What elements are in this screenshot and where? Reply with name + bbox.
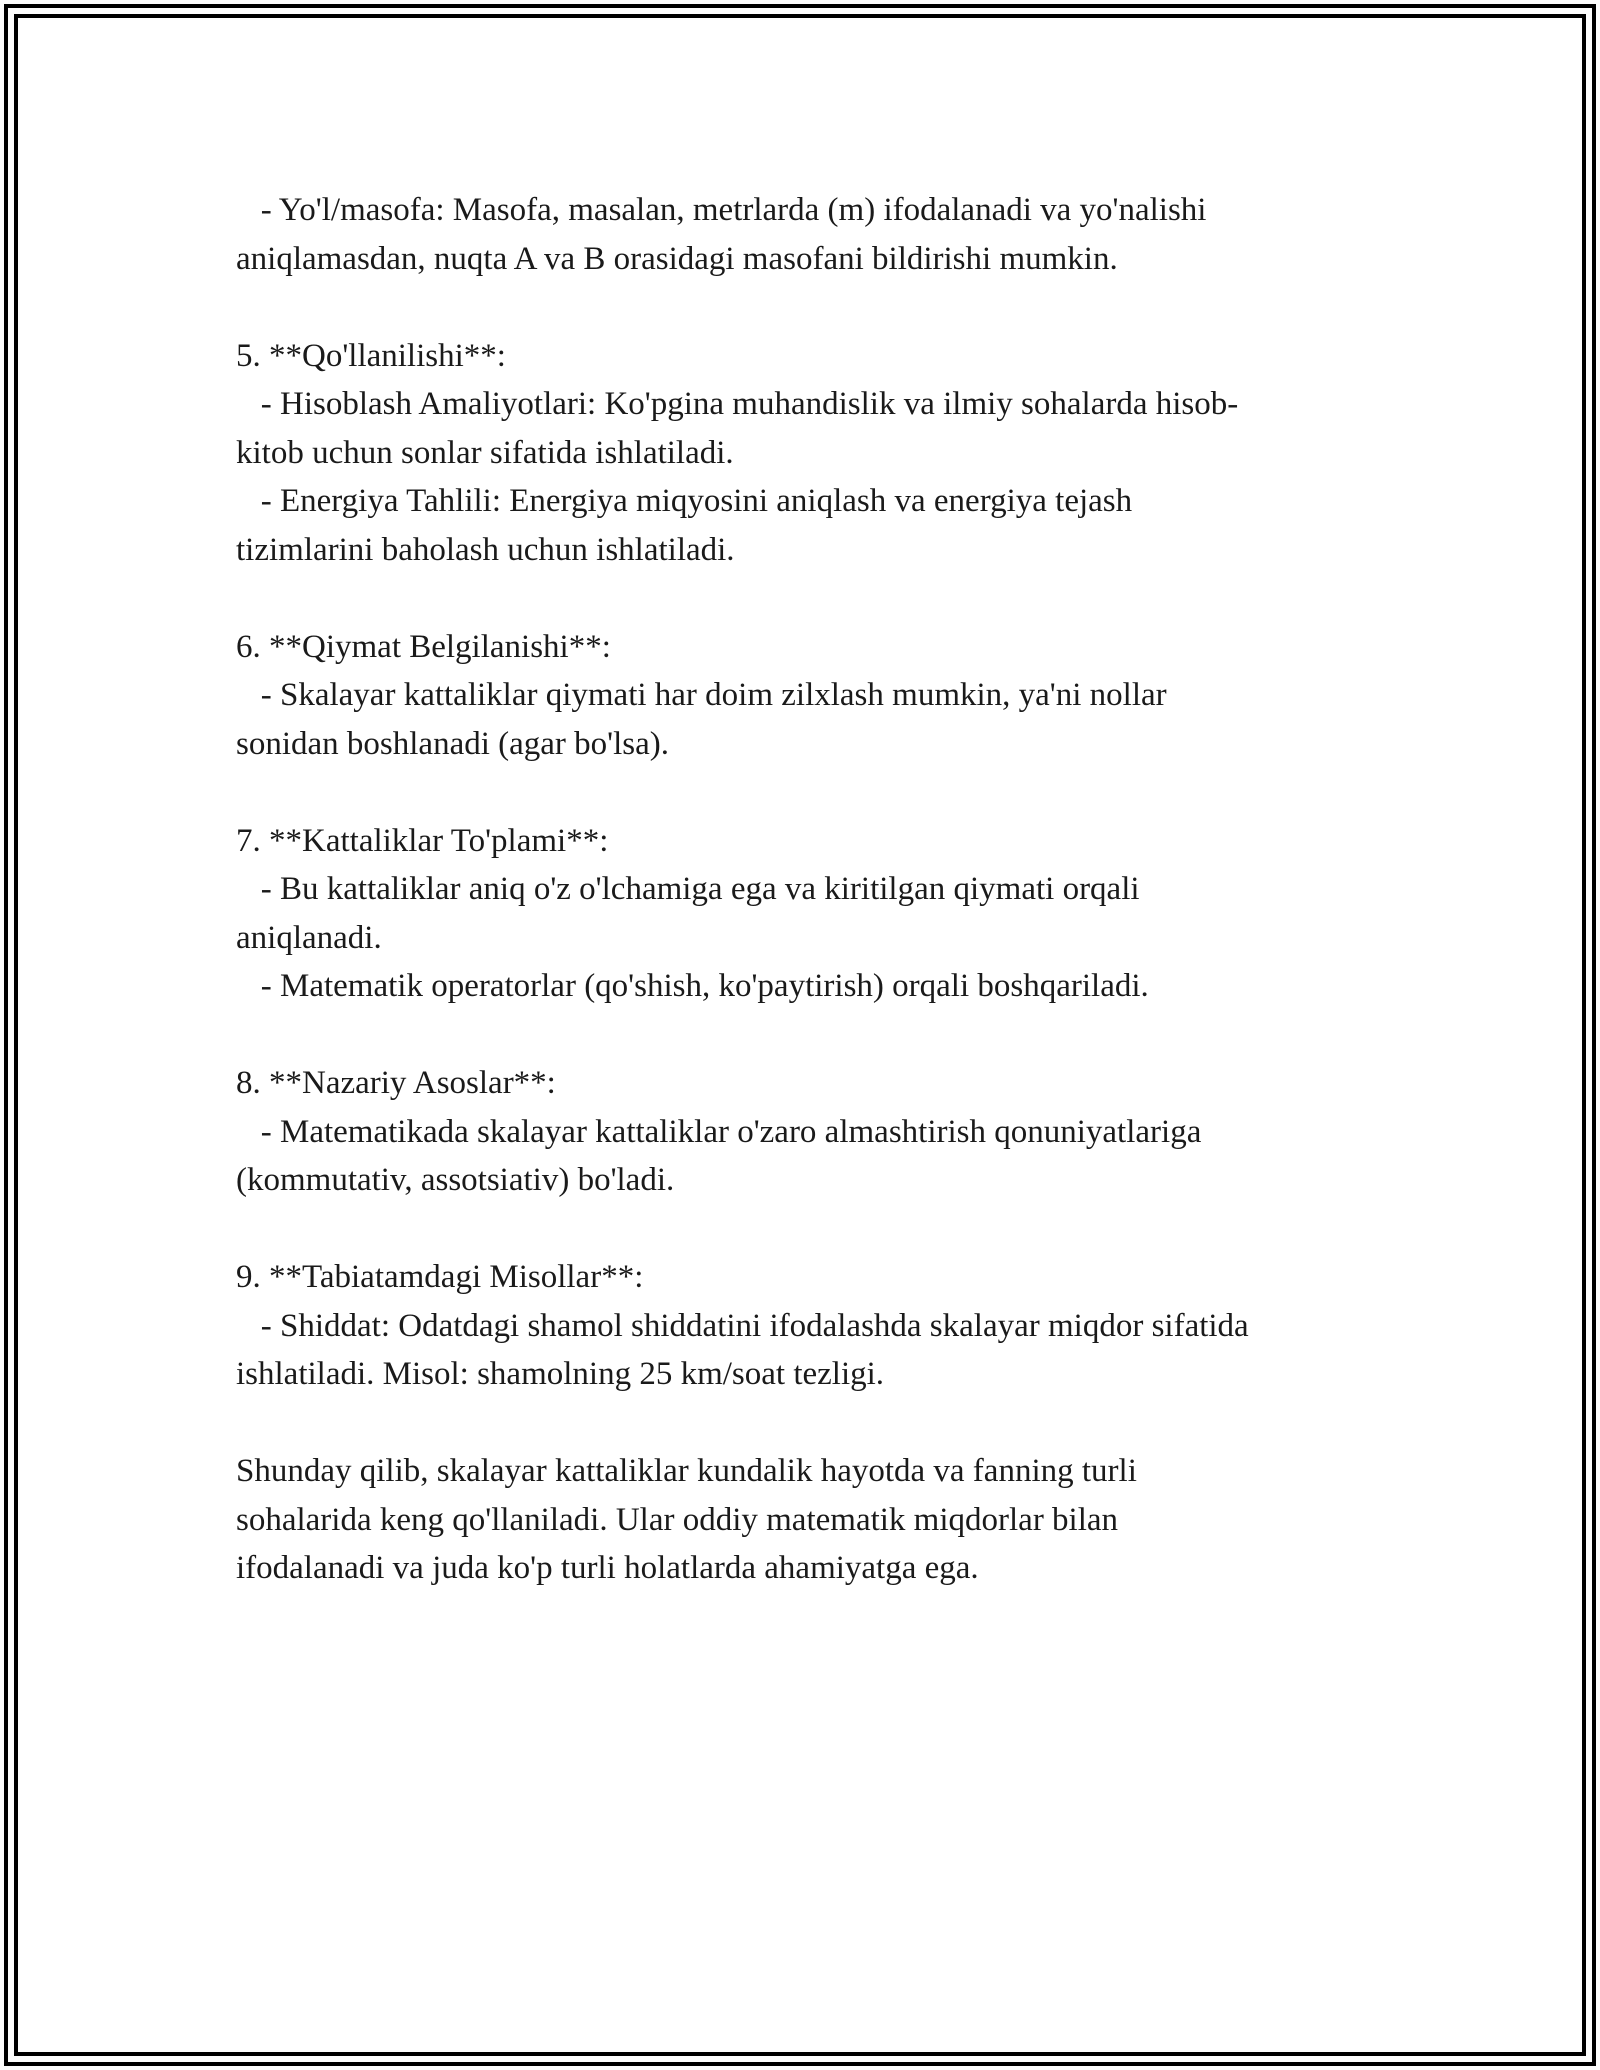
text-line: - Matematikada skalayar kattaliklar o'zaro almashtirish qonuniyatlariga [236,1113,1202,1150]
section-8-theory [236,1059,1376,1205]
conclusion-paragraph [236,1447,1376,1593]
blank-line [236,1011,1376,1060]
text-line: sohalarida keng qo'llaniladi. Ular oddiy matematik miqdorlar bilan [236,1501,1119,1538]
text-line: kitob uchun sonlar sifatida ishlatiladi. [236,434,734,471]
section-heading: 5. **Qo'llanilishi**: [236,337,506,374]
section-6-value [236,623,1376,769]
text-line: - Matematik operatorlar (qo'shish, ko'paytirish) orqali boshqariladi. [236,968,1149,1004]
blank-line [236,1205,1376,1254]
text-line: - Bu kattaliklar aniq o'z o'lchamiga ega va kiritilgan qiymati orqali [236,871,1140,907]
text-line: aniqlamasdan, nuqta A va B orasidagi masofani bildirishi mumkin. [236,240,1118,277]
text-line: ishlatiladi. Misol: shamolning 25 km/soat tezligi. [236,1356,885,1392]
blank-line [236,768,1376,817]
paragraph-distance [236,186,1376,283]
text-line: Shunday qilib, skalayar kattaliklar kundalik hayotda va fanning turli [236,1453,1137,1489]
text-line: tizimlarini baholash uchun ishlatiladi. [236,531,735,568]
section-7-set [236,817,1376,1011]
blank-line [236,1399,1376,1448]
section-heading: 8. **Nazariy Asoslar**: [236,1065,556,1101]
document-body [236,186,1376,1593]
blank-line [236,574,1376,623]
text-line: - Yo'l/masofa: Masofa, masalan, metrlarda (m) ifodalanadi va yo'nalishi [236,192,1207,228]
text-line: - Shiddat: Odatdagi shamol shiddatini ifodalashda skalayar miqdor sifatida [236,1307,1249,1344]
blank-line [236,283,1376,332]
section-heading: 6. **Qiymat Belgilanishi**: [236,628,611,665]
text-line: - Energiya Tahlili: Energiya miqyosini aniqlash va energiya tejash [236,483,1133,519]
text-line: (kommutativ, assotsiativ) bo'ladi. [236,1162,675,1198]
section-heading: 9. **Tabiatamdagi Misollar**: [236,1259,644,1295]
section-9-examples [236,1253,1376,1399]
text-line: sonidan boshlanadi (agar bo'lsa). [236,725,669,762]
text-line: ifodalanadi va juda ko'p turli holatlarda ahamiyatga ega. [236,1550,979,1586]
text-line: - Hisoblash Amaliyotlari: Ko'pgina muhandislik va ilmiy sohalarda hisob- [236,386,1239,422]
section-5-usage [236,332,1376,575]
section-heading: 7. **Kattaliklar To'plami**: [236,822,609,859]
text-line: aniqlanadi. [236,919,382,956]
text-line: - Skalayar kattaliklar qiymati har doim zilxlash mumkin, ya'ni nollar [236,677,1167,713]
